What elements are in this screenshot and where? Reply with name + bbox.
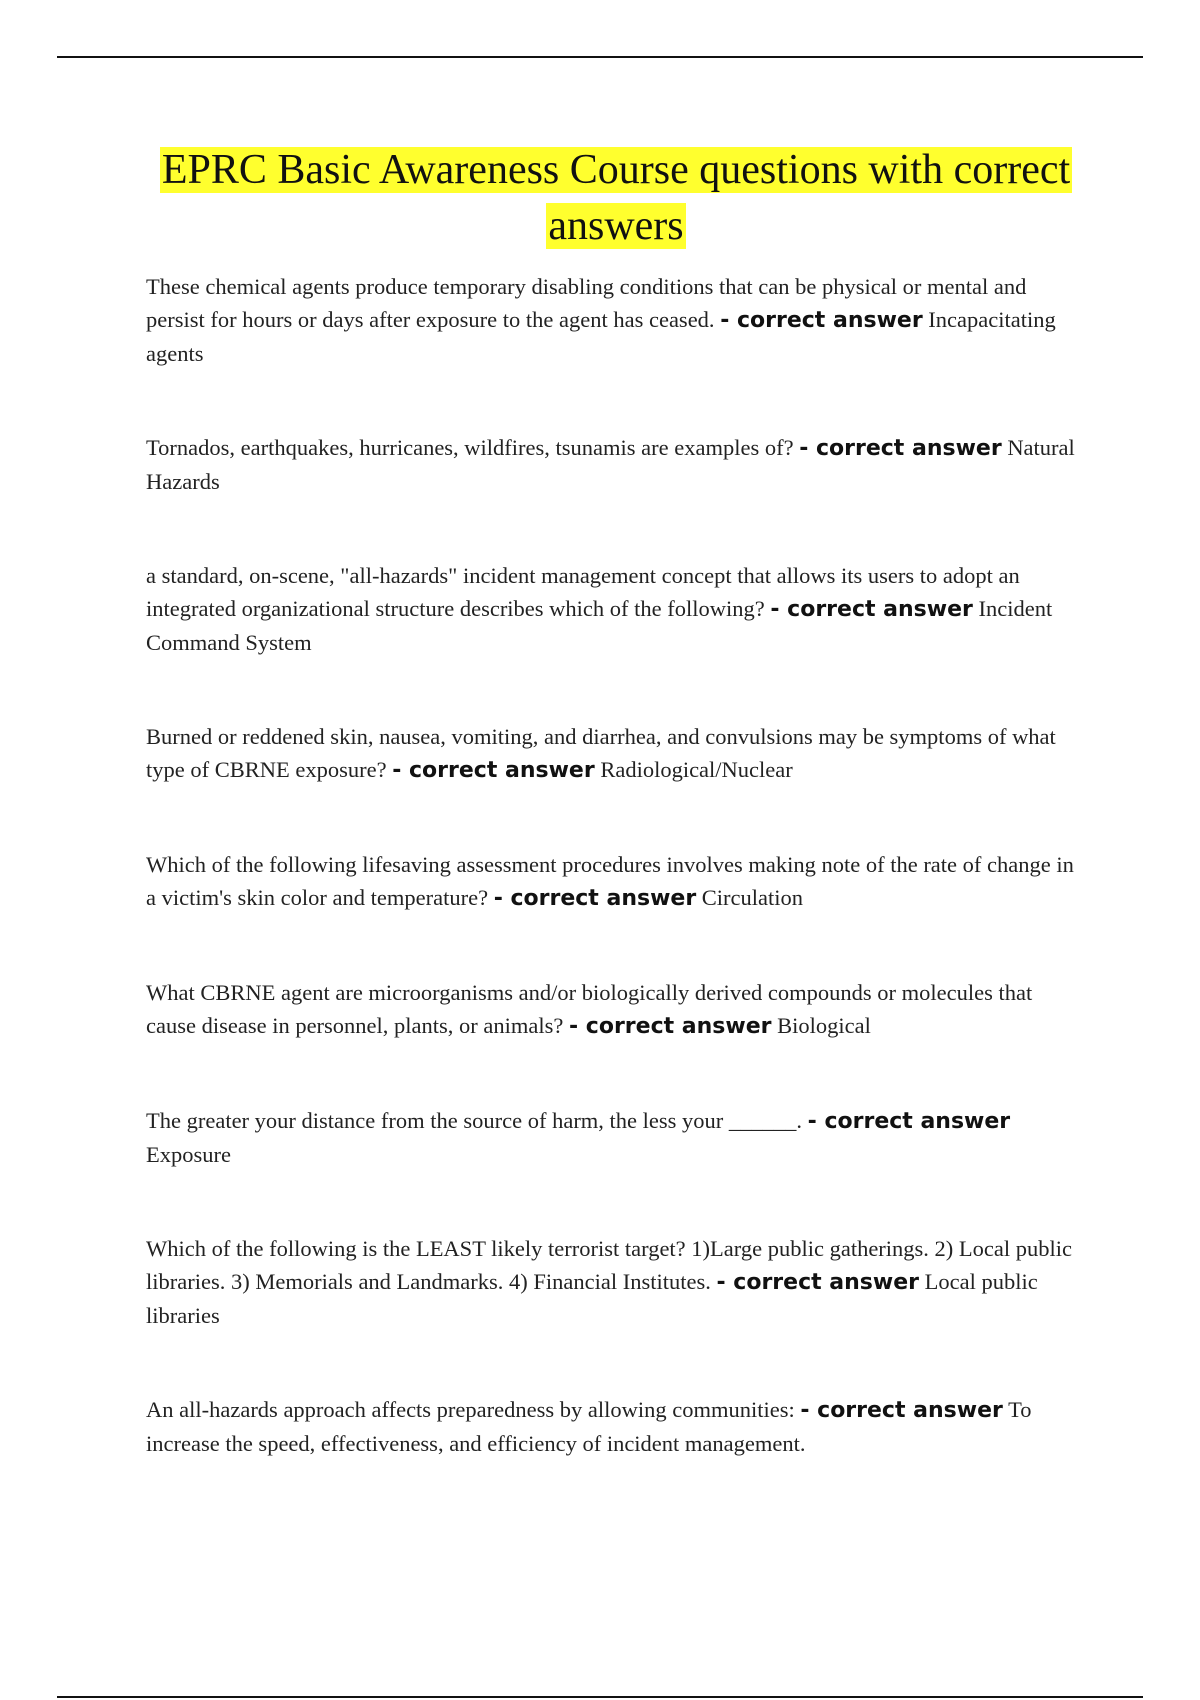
question-text: Burned or reddened skin, nausea, vomiting, and diarrhea, and convulsions may be symptoms of what type of CBRNE exposure? [146, 724, 1056, 782]
answer-marker: - correct answer [799, 436, 1002, 461]
question-text: Which of the following lifesaving assessment procedures involves making note of the rate of change in a victim's skin color and temperature? [146, 852, 1074, 910]
question-text: The greater your distance from the source of harm, the less your ______. [146, 1108, 803, 1133]
qa-item [146, 431, 1086, 498]
top-rule [57, 56, 1143, 58]
answer-text: Circulation [701, 885, 804, 910]
answer-text: Exposure [146, 1142, 231, 1167]
question-text: What CBRNE agent are microorganisms and/or biologically derived compounds or molecules that cause disease in personnel, plants, or animals? [146, 980, 1033, 1038]
question-text: a standard, on-scene, "all-hazards" incident management concept that allows its users to adopt an integrated organizational structure describes which of the following? [146, 563, 1020, 621]
answer-marker: - correct answer [716, 1270, 919, 1295]
qa-item [146, 976, 1086, 1043]
qa-item [146, 270, 1086, 370]
question-text: Which of the following is the LEAST likely terrorist target? 1)Large public gatherings. 2) Local public libraries. 3) Memorials and Landmarks. 4) Financial Institutes. [146, 1236, 1073, 1294]
question-text: Tornados, earthquakes, hurricanes, wildfires, tsunamis are examples of? [146, 435, 794, 460]
answer-marker: - correct answer [770, 597, 973, 622]
answer-text: Incident Command System [146, 596, 1053, 655]
qa-item [146, 559, 1086, 659]
qa-list [146, 270, 1086, 1521]
document-title [146, 142, 1086, 254]
answer-text: Biological [777, 1013, 871, 1038]
qa-item [146, 1104, 1086, 1171]
question-text: An all-hazards approach affects preparedness by allowing communities: [146, 1397, 795, 1422]
answer-marker: - correct answer [800, 1398, 1003, 1423]
qa-item [146, 1393, 1086, 1460]
answer-text: Natural Hazards [146, 435, 1075, 494]
qa-item [146, 1232, 1086, 1332]
answer-marker: - correct answer [720, 308, 923, 333]
question-text: These chemical agents produce temporary disabling conditions that can be physical or mental and persist for hours or days after exposure to the agent has ceased. [146, 274, 1027, 332]
answer-marker: - correct answer [569, 1014, 772, 1039]
answer-text: To increase the speed, effectiveness, and efficiency of incident management. [146, 1397, 1032, 1456]
answer-marker: - correct answer [807, 1109, 1011, 1134]
qa-item [146, 848, 1086, 915]
answer-marker: - correct answer [493, 886, 697, 911]
answer-text: Incapacitating agents [146, 307, 1056, 366]
answer-text: Radiological/Nuclear [600, 757, 793, 782]
title-highlight: EPRC Basic Awareness Course questions with correct answers [161, 147, 1071, 249]
bottom-rule [57, 1696, 1143, 1698]
qa-item [146, 720, 1086, 787]
answer-text: Local public libraries [146, 1269, 1038, 1328]
answer-marker: - correct answer [392, 758, 595, 783]
